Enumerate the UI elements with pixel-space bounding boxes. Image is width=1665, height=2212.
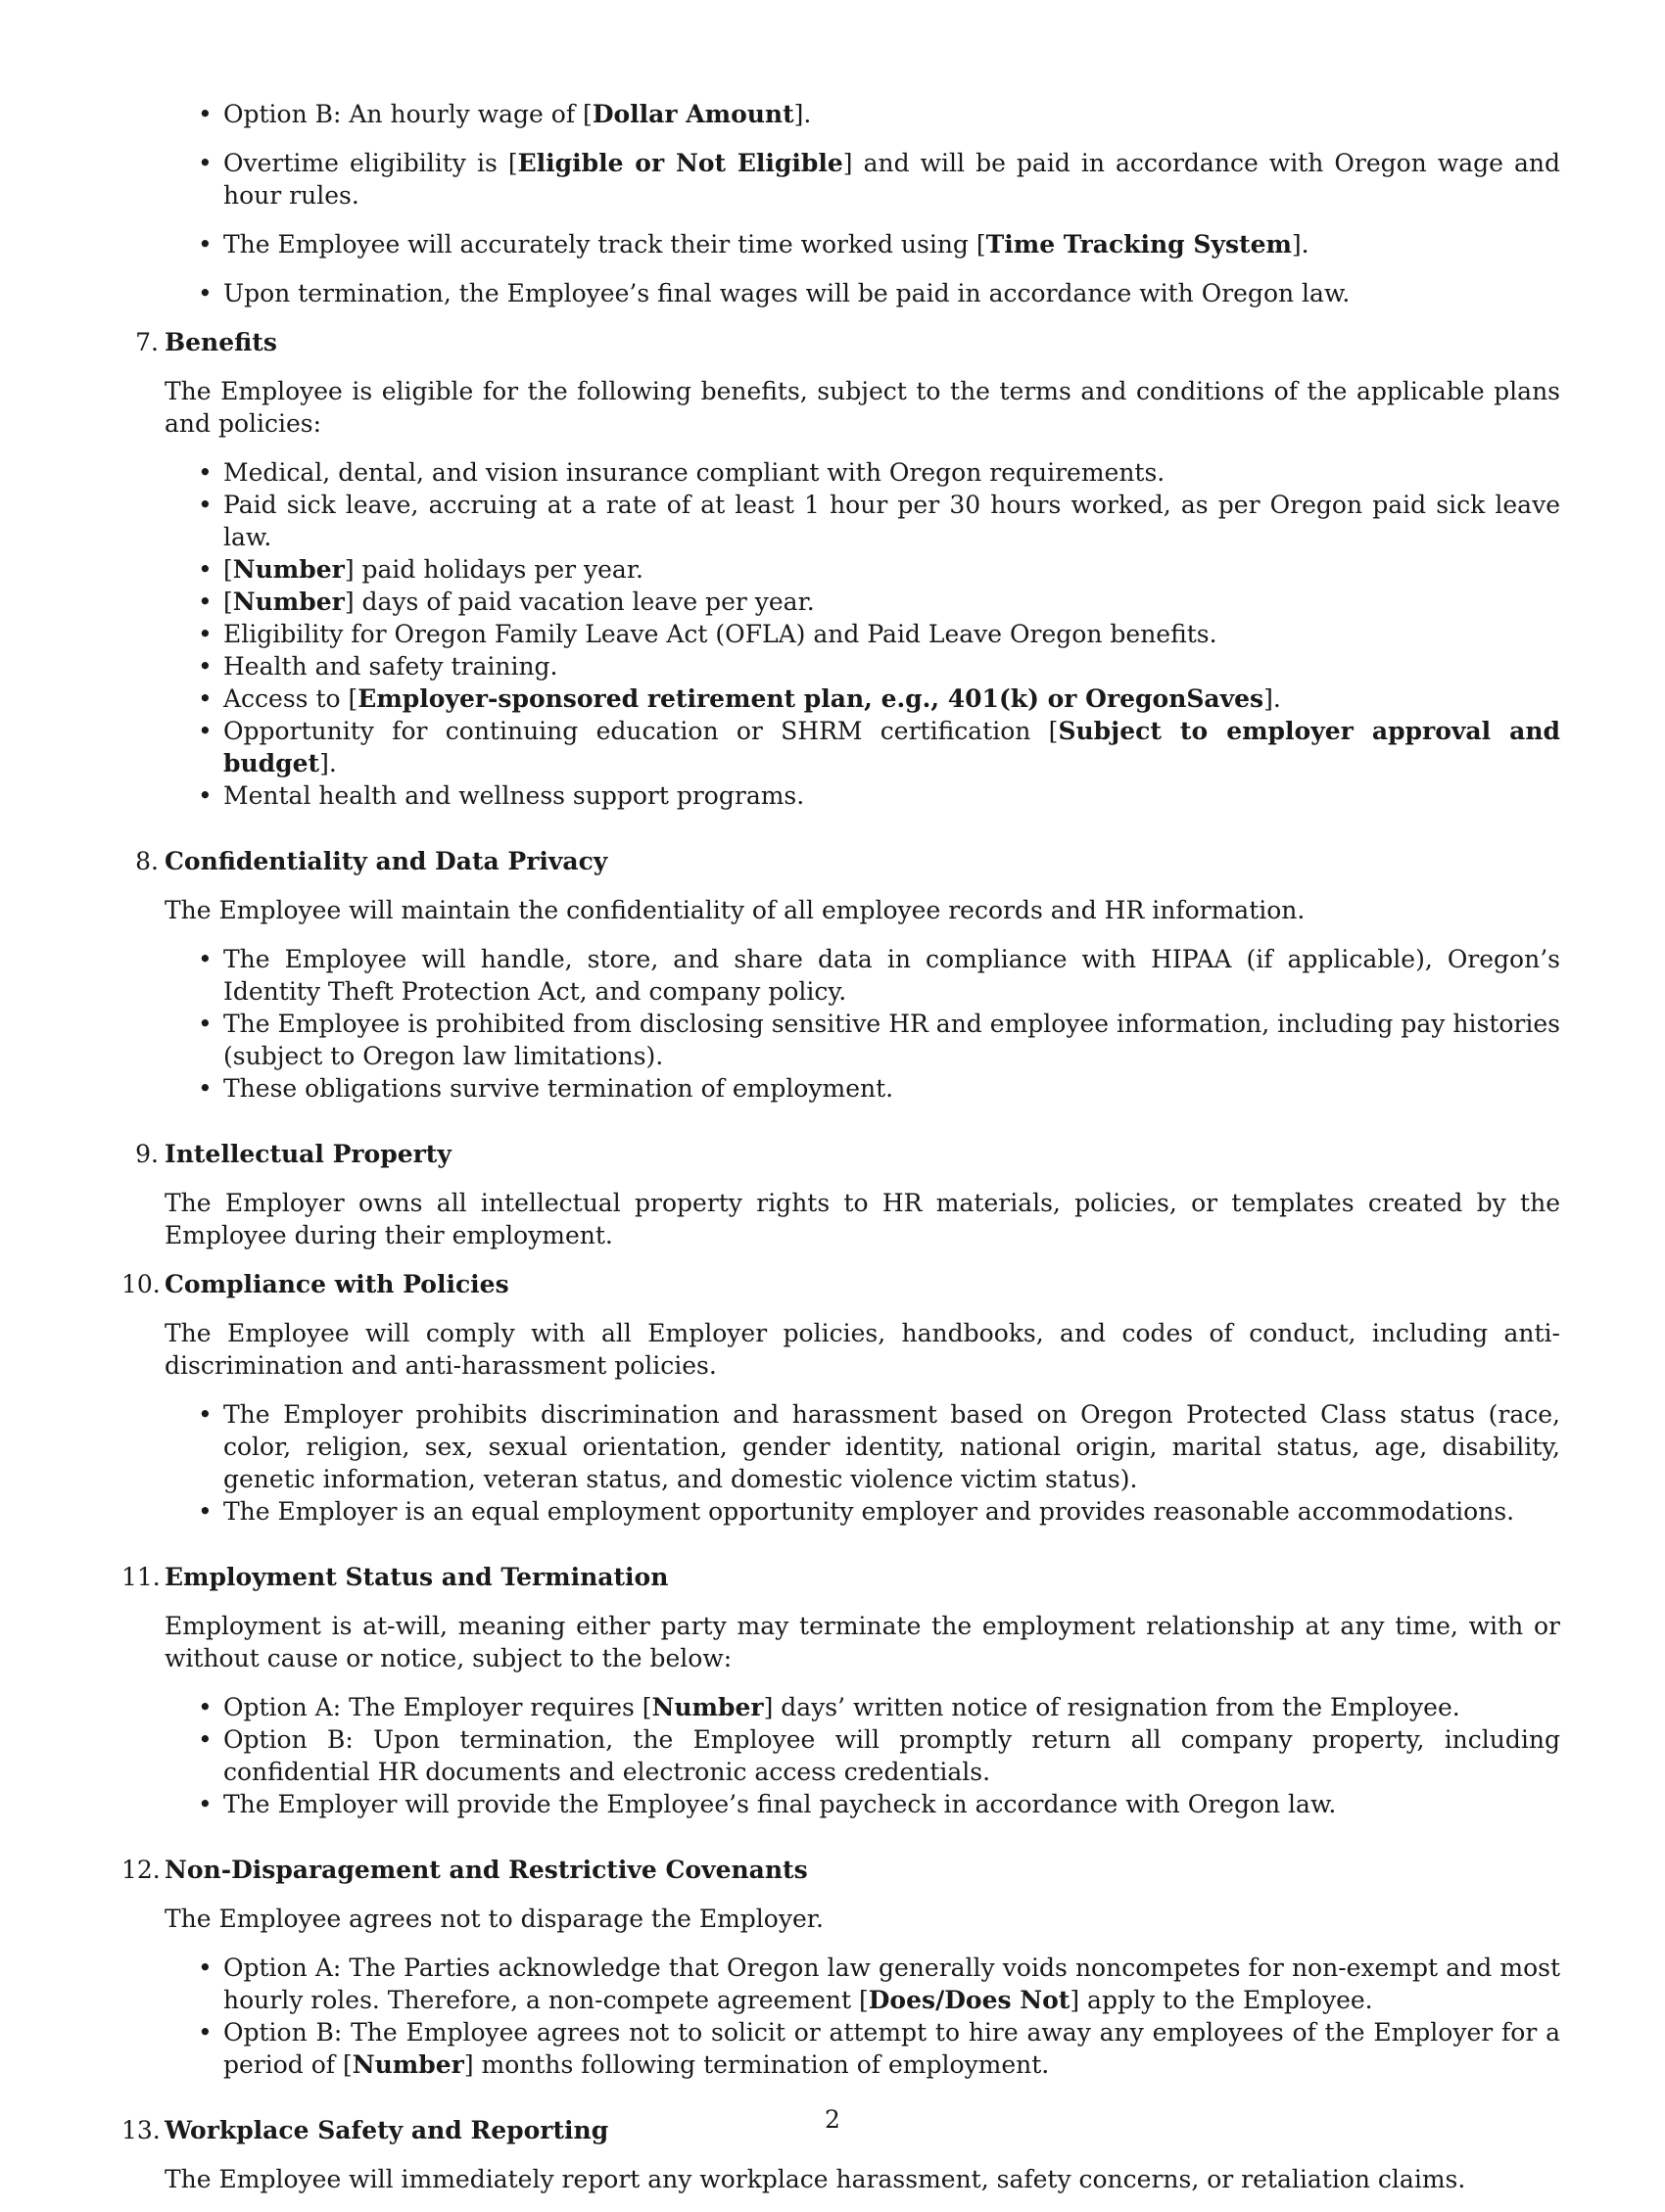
section <box>121 1268 1560 1544</box>
text-segment: ]. <box>1291 230 1309 259</box>
section-bullet-list <box>165 943 1560 1105</box>
text-segment: Mental health and wellness support programs. <box>223 781 805 810</box>
list-item <box>165 1788 1560 1820</box>
section-title: Confidentiality and Data Privacy <box>165 847 608 875</box>
list-item <box>165 943 1560 1008</box>
list-item <box>165 1008 1560 1072</box>
section-paragraph: The Employee will maintain the confidentiality of all employee records and HR information. <box>165 896 1306 924</box>
list-item <box>165 2016 1560 2081</box>
text-segment: Access to [ <box>223 684 358 713</box>
list-item <box>165 779 1560 812</box>
text-segment: ] months following termination of employment. <box>463 2050 1050 2079</box>
list-item <box>165 456 1560 489</box>
text-segment: The Employee will accurately track their time worked using [ <box>223 230 986 259</box>
list-item <box>165 618 1560 650</box>
placeholder-field: Number <box>232 588 345 616</box>
section-number: 13. <box>121 2116 161 2144</box>
text-segment: ] apply to the Employee. <box>1070 1986 1373 2014</box>
list-item <box>165 553 1560 586</box>
section <box>135 326 1561 828</box>
section-title: Non-Disparagement and Restrictive Covenants <box>165 1856 808 1884</box>
section-bullet-list <box>165 1691 1560 1820</box>
list-item <box>165 489 1560 553</box>
list-item <box>165 277 1560 309</box>
section-bullet-list <box>165 456 1560 812</box>
section-heading <box>121 1854 1560 1886</box>
text-segment: Upon termination, the Employee’s final wages will be paid in accordance with Oregon law. <box>223 279 1351 307</box>
text-segment: Option A: The Employer requires [ <box>223 1693 652 1721</box>
section <box>121 1854 1560 2097</box>
section-paragraph: Employment is at-will, meaning either party may terminate the employment relationship at any time, with or without cause or notice, subject to the below: <box>165 1612 1560 1672</box>
list-item <box>165 1952 1560 2016</box>
list-item <box>165 1495 1560 1528</box>
section-title: Compliance with Policies <box>165 1270 509 1298</box>
section-bullet-list <box>165 1952 1560 2081</box>
text-segment: Health and safety training. <box>223 652 558 681</box>
text-segment: The Employer is an equal employment opportunity employer and provides reasonable accommodations. <box>223 1497 1515 1526</box>
section-heading <box>135 326 1560 358</box>
text-segment: Option B: An hourly wage of [ <box>223 100 593 128</box>
section-number: 9. <box>135 1140 159 1168</box>
placeholder-field: Number <box>352 2050 464 2079</box>
section-paragraph: The Employee is eligible for the following benefits, subject to the terms and conditions of the applicable plans and policies: <box>165 377 1560 438</box>
text-segment: [ <box>223 588 233 616</box>
text-segment: [ <box>223 555 233 584</box>
placeholder-field: Time Tracking System <box>985 230 1292 259</box>
text-segment: The Employee will handle, store, and share data in compliance with HIPAA (if applicable), Oregon’s Identity Theft Protection Act, and company policy. <box>223 945 1560 1006</box>
section-number: 12. <box>121 1856 161 1884</box>
text-segment: ]. <box>1263 684 1281 713</box>
text-segment: ] days of paid vacation leave per year. <box>344 588 815 616</box>
list-item <box>165 650 1560 682</box>
placeholder-field: Subject to employer approval and budget <box>223 717 1561 777</box>
page-number: 2 <box>825 2105 840 2134</box>
list-item <box>165 715 1560 779</box>
list-item <box>165 682 1560 715</box>
list-item <box>165 586 1560 618</box>
list-item <box>165 1398 1560 1495</box>
text-segment: Eligibility for Oregon Family Leave Act (OFLA) and Paid Leave Oregon benefits. <box>223 620 1217 648</box>
section-heading <box>135 1138 1560 1170</box>
section-heading <box>135 845 1560 877</box>
section-number: 7. <box>135 328 159 356</box>
text-segment: ]. <box>319 749 337 777</box>
section-paragraph: The Employer owns all intellectual property rights to HR materials, policies, or templates created by the Employee during their employment. <box>165 1189 1560 1249</box>
section-number: 8. <box>135 847 159 875</box>
section-number: 10. <box>121 1270 161 1298</box>
list-item <box>165 1691 1560 1723</box>
list-item <box>165 228 1560 260</box>
text-segment: Option B: The Employee agrees not to solicit or attempt to hire away any employees of the Employer for a period of [ <box>223 2018 1560 2079</box>
sections-container <box>121 326 1561 2195</box>
list-item <box>165 147 1560 212</box>
placeholder-field: Number <box>232 555 345 584</box>
section <box>135 845 1560 1121</box>
placeholder-field: Eligible or Not Eligible <box>517 149 843 177</box>
text-segment: These obligations survive termination of employment. <box>223 1074 894 1103</box>
text-segment: Overtime eligibility is [ <box>223 149 518 177</box>
text-segment: The Employer prohibits discrimination and harassment based on Oregon Protected Class status (race, color, religion, sex, sexual orientation, gender identity, national origin, marital status, age, disability, genetic information, veteran status, and domestic violence victim status). <box>223 1400 1560 1493</box>
section-paragraph: The Employee will immediately report any workplace harassment, safety concerns, or retaliation claims. <box>165 2165 1466 2193</box>
list-item <box>165 1723 1560 1788</box>
document-body <box>121 98 1561 2212</box>
section-paragraph: The Employee will comply with all Employer policies, handbooks, and codes of conduct, including anti-discrimination and anti-harassment policies. <box>165 1319 1560 1380</box>
placeholder-field: Does/Does Not <box>868 1986 1070 2014</box>
section-heading <box>121 1561 1560 1593</box>
section <box>135 1138 1560 1251</box>
placeholder-field: Employer-sponsored retirement plan, e.g., 401(k) or OregonSaves <box>357 684 1264 713</box>
section-bullet-list <box>165 1398 1560 1528</box>
text-segment: The Employee is prohibited from disclosing sensitive HR and employee information, including pay histories (subject to Oregon law limitations). <box>223 1010 1560 1070</box>
section-heading <box>121 1268 1560 1300</box>
section <box>121 1561 1560 1837</box>
wage-options-list <box>165 98 1560 309</box>
text-segment: ]. <box>793 100 812 128</box>
section-number: 11. <box>121 1563 161 1591</box>
section-title: Benefits <box>165 328 277 356</box>
text-segment: Medical, dental, and vision insurance compliant with Oregon requirements. <box>223 458 1166 487</box>
text-segment: The Employer will provide the Employee’s final paycheck in accordance with Oregon law. <box>223 1790 1337 1818</box>
text-segment: Opportunity for continuing education or SHRM certification [ <box>223 717 1059 745</box>
text-segment: Option B: Upon termination, the Employee will promptly return all company property, including confidential HR documents and electronic access credentials. <box>223 1725 1560 1786</box>
placeholder-field: Dollar Amount <box>592 100 794 128</box>
text-segment: ] paid holidays per year. <box>344 555 643 584</box>
section-title: Employment Status and Termination <box>165 1563 669 1591</box>
section-paragraph: The Employee agrees not to disparage the Employer. <box>165 1905 824 1933</box>
text-segment: ] and will be paid in accordance with Oregon wage and hour rules. <box>223 149 1560 210</box>
text-segment: ] days’ written notice of resignation from the Employee. <box>763 1693 1460 1721</box>
text-segment: Option A: The Parties acknowledge that Oregon law generally voids noncompetes for non-exempt and most hourly roles. Therefore, a non-compete agreement [ <box>223 1953 1560 2014</box>
section-title: Intellectual Property <box>165 1140 452 1168</box>
list-item <box>165 98 1560 130</box>
list-item <box>165 1072 1560 1105</box>
section-title: Workplace Safety and Reporting <box>165 2116 609 2144</box>
text-segment: Paid sick leave, accruing at a rate of at least 1 hour per 30 hours worked, as per Oregon paid sick leave law. <box>223 491 1560 551</box>
placeholder-field: Number <box>651 1693 764 1721</box>
